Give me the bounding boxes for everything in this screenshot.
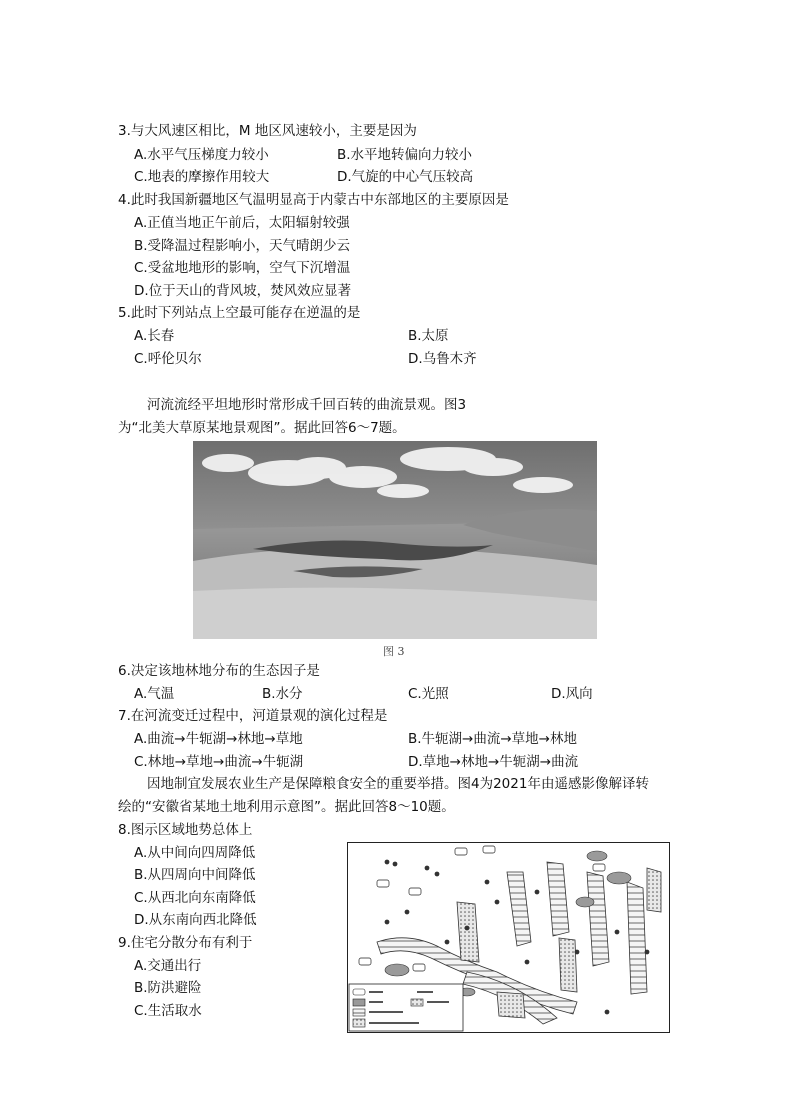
q9-option-c: C.生活取水 <box>134 1003 202 1019</box>
intro-6-7-line1: 河流流经平坦地形时常形成千回百转的曲流景观。图3 <box>147 397 467 413</box>
q7-option-a: A.曲流→牛轭湖→林地→草地 <box>134 731 303 747</box>
q7-option-b: B.牛轭湖→曲流→草地→林地 <box>408 731 577 747</box>
q3-option-b: B.水平地转偏向力较小 <box>337 147 473 163</box>
q6-option-a: A.气温 <box>134 686 175 702</box>
q7-option-d: D.草地→林地→牛轭湖→曲流 <box>408 754 579 770</box>
q4-option-c: C.受盆地地形的影响，空气下沉增温 <box>134 260 351 276</box>
q4-stem: 4.此时我国新疆地区气温明显高于内蒙古中东部地区的主要原因是 <box>118 192 509 208</box>
figure-3-caption: 图 3 <box>383 645 405 658</box>
q6-option-c: C.光照 <box>408 686 449 702</box>
q3-option-c: C.地表的摩擦作用较大 <box>134 169 270 185</box>
q5-option-d: D.乌鲁木齐 <box>408 351 477 367</box>
q9-option-b: B.防洪避险 <box>134 980 202 996</box>
q6-option-b: B.水分 <box>262 686 303 702</box>
prairie-landscape-photo <box>193 441 597 639</box>
q3-option-a: A.水平气压梯度力较小 <box>134 147 269 163</box>
q8-option-c: C.从西北向东南降低 <box>134 890 256 906</box>
q8-option-a: A.从中间向四周降低 <box>134 845 256 861</box>
q4-option-d: D.位于天山的背风坡，焚风效应显著 <box>134 283 352 299</box>
q8-option-d: D.从东南向西北降低 <box>134 912 257 928</box>
q7-stem: 7.在河流变迁过程中，河道景观的演化过程是 <box>118 708 388 724</box>
q3-option-d: D.气旋的中心气压较高 <box>337 169 474 185</box>
q3-stem: 3.与大风速区相比，M 地区风速较小，主要是因为 <box>118 123 417 139</box>
intro-6-7-line2: 为“北美大草原某地景观图”。据此回答6～7题。 <box>118 420 406 436</box>
q8-stem: 8.图示区域地势总体上 <box>118 822 253 838</box>
q6-stem: 6.决定该地林地分布的生态因子是 <box>118 663 320 679</box>
q5-option-a: A.长春 <box>134 328 175 344</box>
intro-8-10-line2: 绘的“安徽省某地土地利用示意图”。据此回答8～10题。 <box>118 799 455 815</box>
q6-option-d: D.风向 <box>551 686 593 702</box>
intro-8-10-line1: 因地制宜发展农业生产是保障粮食安全的重要举措。图4为2021年由遥感影像解译转 <box>147 776 649 792</box>
land-use-map <box>347 842 670 1033</box>
q9-option-a: A.交通出行 <box>134 958 202 974</box>
q8-option-b: B.从四周向中间降低 <box>134 867 256 883</box>
q5-stem: 5.此时下列站点上空最可能存在逆温的是 <box>118 305 361 321</box>
q4-option-b: B.受降温过程影响小，天气晴朗少云 <box>134 238 351 254</box>
q5-option-c: C.呼伦贝尔 <box>134 351 202 367</box>
q4-option-a: A.正值当地正午前后，太阳辐射较强 <box>134 215 350 231</box>
q7-option-c: C.林地→草地→曲流→牛轭湖 <box>134 754 304 770</box>
q9-stem: 9.住宅分散分布有利于 <box>118 935 253 951</box>
q5-option-b: B.太原 <box>408 328 449 344</box>
